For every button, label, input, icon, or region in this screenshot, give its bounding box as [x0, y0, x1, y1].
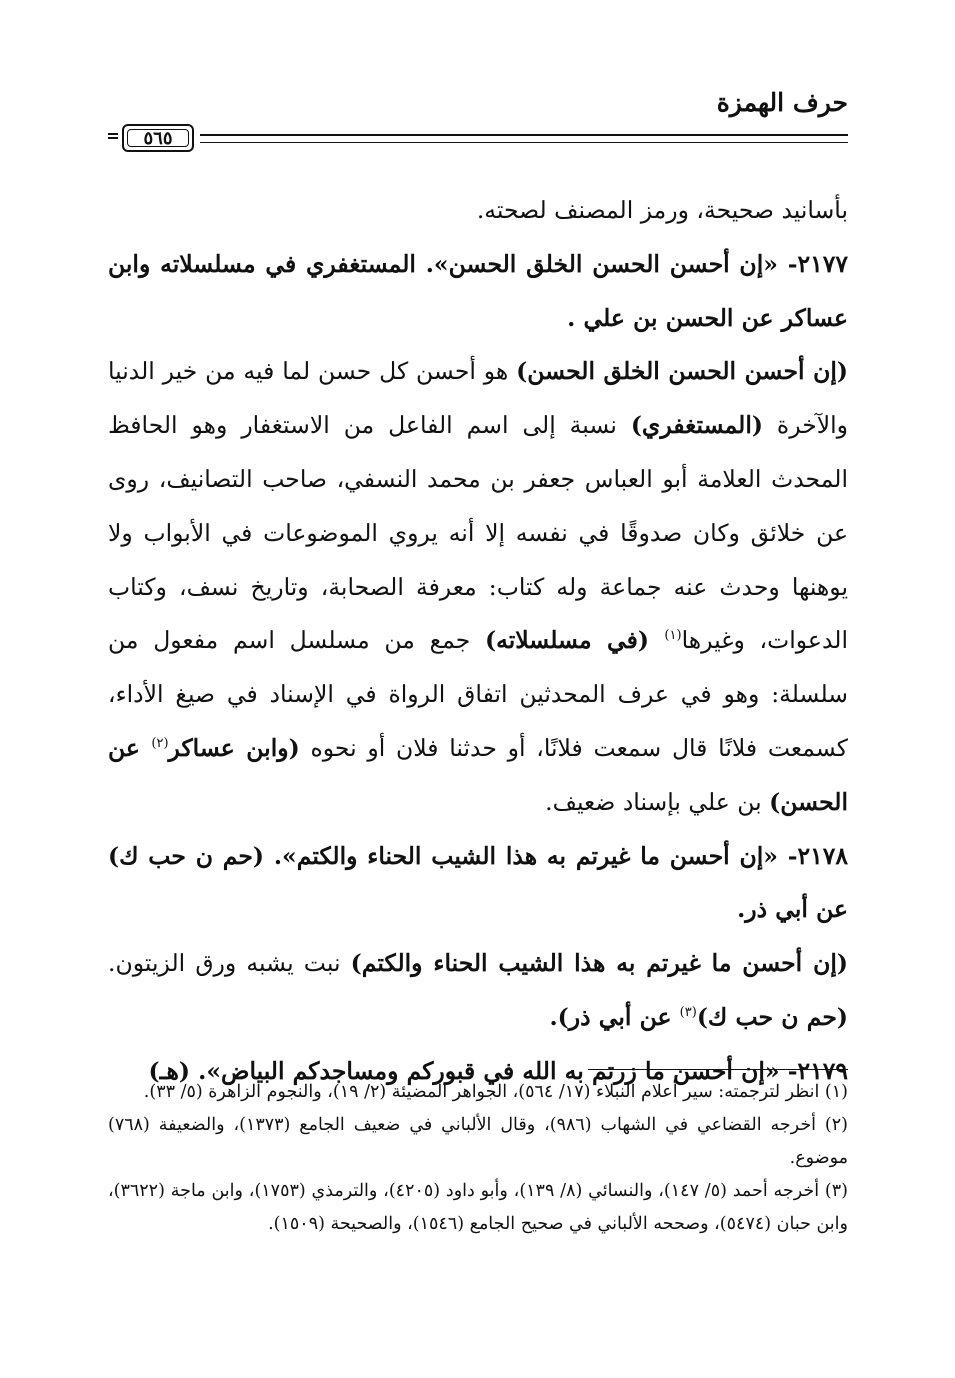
header-double-line [200, 134, 848, 143]
running-title: حرف الهمزة [716, 88, 848, 117]
footnote-2: (٢) أخرجه القضاعي في الشهاب (٩٨٦)، وقال الألباني في ضعيف الجامع (١٣٧٣)، والضعيفة (٧٦٨) موضوع. [108, 1115, 848, 1168]
hadith-source: المستغفري في مسلسلاته وابن عساكر عن الحسن بن علي . [108, 249, 848, 332]
footnote-1: (١) انظر لترجمته: سير أعلام النبلاء (١٧/ ٥٦٤)، الجواهر المضيئة (٢/ ١٩)، والنجوم الزاهرة (٥/ ٣٣). [143, 1082, 848, 1102]
hadith-text: «إن أحسن الحسن الخلق الحسن». [425, 249, 778, 278]
footnote-3: (٣) أخرجه أحمد (٥/ ١٤٧)، والنسائي (٨/ ١٣٩)، وأبو داود (٤٢٠٥)، والترمذي (١٧٥٣)، وابن ماجة (٣٦٢٢)، وابن حبان (٥٤٧٤)، وصححه الألباني في صحيح الجامع (١٥٤٦)، والصحيحة (١٥٠٩). [108, 1181, 848, 1234]
footnote-ref-1[interactable]: (١) [664, 628, 682, 644]
intro-paragraph: بأسانيد صحيحة، ورمز المصنف لصحته. [476, 196, 848, 224]
hadith-source: (هـ) [148, 1056, 199, 1085]
page-number-box [122, 124, 194, 152]
header-end-dash [108, 133, 118, 139]
commentary-text: جمع من مسلسل اسم مفعول من سلسلة: وهو في عرف المحدثين اتفاق الرواة في الإسناد في صيغ الأداء، كسمعت فلانًا قال سمعت فلانًا، أو حدثنا فلان أو نحوه [108, 626, 848, 762]
hadith-source: (حم ن حب ك) عن أبي ذر. [108, 841, 848, 924]
hadith-text: «إن أحسن ما زرتم به الله في قبوركم ومساجدكم البياض». [198, 1056, 780, 1085]
header-rule [108, 124, 848, 154]
hadith-text: «إن أحسن ما غيرتم به هذا الشيب الحناء والكتم». [273, 841, 778, 870]
commentary-2177 [108, 345, 848, 829]
commentary-2178 [108, 937, 848, 1045]
commentary-text: بن علي بإسناد ضعيف. [545, 787, 770, 816]
entry-2178 [108, 830, 848, 938]
commentary-bold: (في مسلسلاته) [485, 626, 665, 655]
entry-2177 [108, 238, 848, 346]
entry-number: ٢١٧٧- [787, 249, 848, 278]
commentary-bold: (إن أحسن الحسن الخلق الحسن) [516, 357, 848, 386]
footnote-ref-2[interactable]: (٢) [151, 736, 169, 752]
main-text [108, 184, 848, 1099]
commentary-text: هو أحسن كل حسن لما فيه من خير الدنيا والآخرة [108, 357, 848, 440]
commentary-text: نبت يشبه ورق الزيتون. [108, 949, 351, 978]
footnote-ref-3[interactable]: (٣) [679, 1005, 697, 1021]
footnotes [108, 1076, 848, 1241]
entry-number: ٢١٧٩- [787, 1056, 848, 1085]
commentary-text: نسبة إلى اسم الفاعل من الاستغفار وهو الحافظ المحدث العلامة أبو العباس جعفر بن محمد النسفي، صاحب التصانيف، روى عن خلائق وكان صدوقًا في نفسه إلا أنه يروي الموضوعات في الأبواب ولا يوهنها وحدث عنه جماعة وله كتاب: معرفة الصحابة، وتاريخ نسف، وكتاب الدعوات، وغيرها [108, 411, 848, 655]
commentary-bold: (إن أحسن ما غيرتم به هذا الشيب الحناء والكتم) [350, 949, 848, 978]
commentary-bold: (وابن عساكر [168, 733, 300, 762]
footnote-divider [588, 1069, 848, 1070]
book-page [108, 60, 848, 1360]
page-number: ٥٦٥ [143, 127, 173, 149]
commentary-bold: (حم ن حب ك) [696, 1002, 848, 1031]
commentary-bold: عن الحسن) [108, 733, 848, 816]
commentary-bold: عن أبي ذر). [549, 1002, 680, 1031]
entry-number: ٢١٧٨- [787, 841, 849, 870]
commentary-bold: (المستغفري) [630, 411, 763, 440]
